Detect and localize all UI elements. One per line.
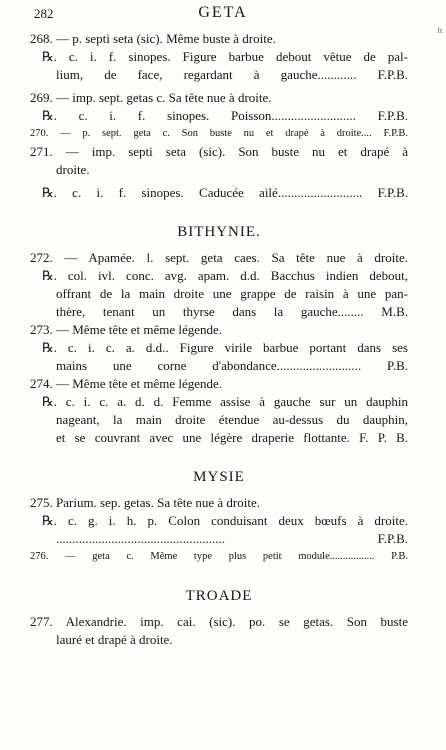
entry-274-reverse-end: et se couvrant avec une légère draperie flottante. F. P. B. xyxy=(56,430,408,445)
entry-274-reverse: ℞. c. i. c. a. d. d. Femme assise à gauche sur un dauphin xyxy=(42,394,408,409)
section-heading-mysie: MYSIE xyxy=(193,469,245,485)
entry-273-reverse: ℞. c. i. c. a. d.d.. Figure virile barbue portant dans ses xyxy=(42,340,408,355)
entry-274-obverse: 274. — Même tête et même légende. xyxy=(30,376,223,391)
entry-275-reverse-cont: .................................................... F.P.B. xyxy=(56,531,408,546)
page-number: 282 xyxy=(34,6,54,21)
entry-271-obverse: 271. — imp. septi seta (sic). Son buste nu et drapé à xyxy=(30,144,408,159)
section-heading-bithynie: BITHYNIE. xyxy=(177,224,261,240)
entry-275-obverse: 275. Parium. sep. getas. Sa tête nue à droite. xyxy=(30,495,260,510)
entry-277-obverse-cont: lauré et drapé à droite. xyxy=(56,632,173,647)
entry-272-reverse-cont: offrant de la main droite une grappe de raisin à une pan- xyxy=(56,286,408,301)
entry-275-reverse: ℞. c. g. i. h. p. Colon conduisant deux bœufs à droite. xyxy=(42,513,408,528)
entry-271-reverse: ℞. c. i. f. sinopes. Caducée ailé.......................... F.P.B. xyxy=(42,185,408,200)
running-header xyxy=(0,4,446,24)
entry-273-obverse: 273. — Même tête et même légende. xyxy=(30,322,223,337)
entry-276: 276. — geta c. Même type plus petit module................. P.B. xyxy=(30,551,408,562)
entry-272-reverse: ℞. col. ivl. conc. avg. apam. d.d. Bacchus indien debout, xyxy=(42,268,408,283)
entry-274-reverse-cont: nageant, la main droite étendue au-dessus du dauphin, xyxy=(56,412,408,427)
entry-277-obverse: 277. Alexandrie. imp. cai. (sic). po. se getas. Son buste xyxy=(30,614,408,629)
entry-269-reverse: ℞. c. i. f. sinopes. Poisson.......................... F.P.B. xyxy=(42,108,408,123)
entry-268-reverse-cont: lium, de face, regardant à gauche............ F.P.B. xyxy=(56,67,408,82)
section-heading-troade: TROADE xyxy=(185,588,253,604)
corner-mark: fr. xyxy=(437,26,444,35)
entry-268-obverse: 268. — p. septi seta (sic). Même buste à droite. xyxy=(30,31,276,46)
entry-271-obverse-cont: droite. xyxy=(56,162,90,177)
entry-269-obverse: 269. — imp. sept. getas c. Sa tête nue à droite. xyxy=(30,90,272,105)
entry-272-reverse-end: thère, tenant un thyrse dans la gauche........ M.B. xyxy=(56,304,408,319)
running-title: GETA xyxy=(198,4,248,21)
entry-272-obverse: 272. — Apamée. l. sept. geta caes. Sa tête nue à droite. xyxy=(30,250,408,265)
entry-268-reverse: ℞. c. i. f. sinopes. Figure barbue debout vêtue de pal- xyxy=(42,49,408,64)
entry-270: 270. — p. sept. geta c. Son buste nu et drapé à droite.... F.P.B. xyxy=(30,128,408,139)
entry-273-reverse-cont: mains une corne d'abondance.......................... P.B. xyxy=(56,358,408,373)
catalogue-body xyxy=(30,30,408,649)
